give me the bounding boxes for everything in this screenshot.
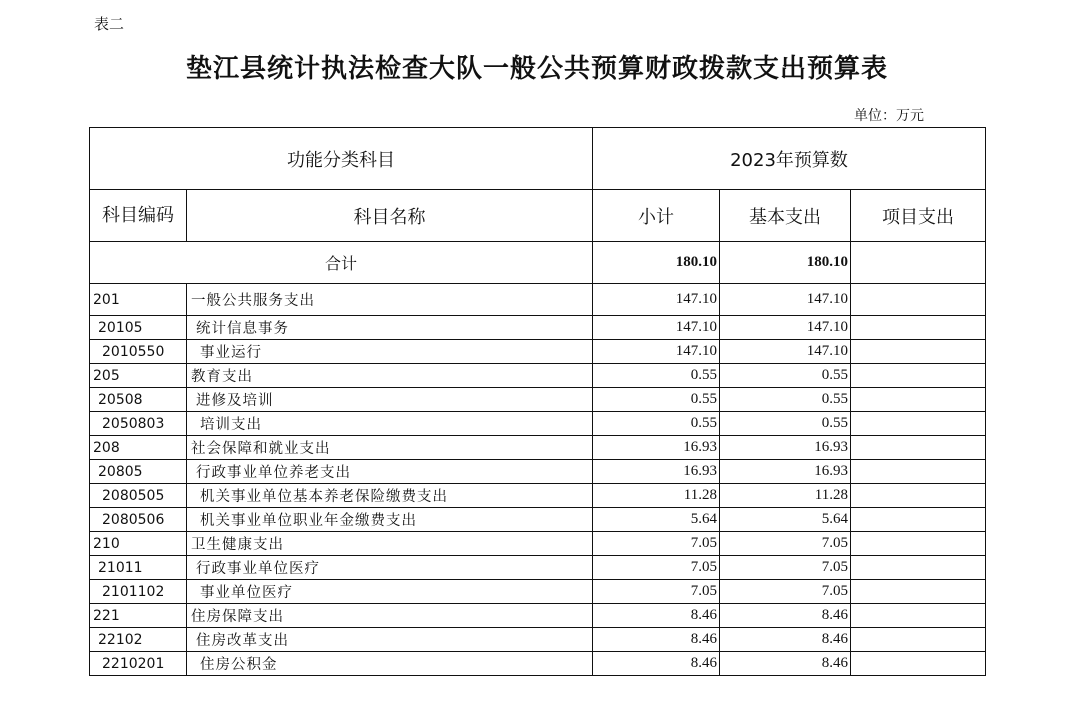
row-subtotal: 147.10 xyxy=(593,284,720,316)
table-row xyxy=(90,652,986,676)
row-project xyxy=(851,532,986,556)
row-code: 2210201 xyxy=(90,652,187,676)
row-name: 机关事业单位基本养老保险缴费支出 xyxy=(187,484,593,508)
row-code: 2080505 xyxy=(90,484,187,508)
row-name: 住房公积金 xyxy=(187,652,593,676)
row-project xyxy=(851,604,986,628)
table-row xyxy=(90,580,986,604)
row-basic: 147.10 xyxy=(720,316,851,340)
row-code: 20105 xyxy=(90,316,187,340)
row-project xyxy=(851,316,986,340)
row-subtotal: 8.46 xyxy=(593,604,720,628)
row-project xyxy=(851,388,986,412)
row-basic: 0.55 xyxy=(720,388,851,412)
row-basic: 147.10 xyxy=(720,340,851,364)
row-name: 一般公共服务支出 xyxy=(187,284,593,316)
header-code: 科目编码 xyxy=(90,190,187,242)
row-basic: 8.46 xyxy=(720,652,851,676)
table-row xyxy=(90,556,986,580)
row-project xyxy=(851,340,986,364)
row-name: 住房保障支出 xyxy=(187,604,593,628)
row-name: 进修及培训 xyxy=(187,388,593,412)
row-code: 20805 xyxy=(90,460,187,484)
row-name: 行政事业单位养老支出 xyxy=(187,460,593,484)
row-code: 2050803 xyxy=(90,412,187,436)
header-budget-year: 2023年预算数 xyxy=(593,128,986,190)
row-code: 21011 xyxy=(90,556,187,580)
row-project xyxy=(851,508,986,532)
row-code: 201 xyxy=(90,284,187,316)
header-name: 科目名称 xyxy=(187,190,593,242)
row-name: 机关事业单位职业年金缴费支出 xyxy=(187,508,593,532)
row-name: 培训支出 xyxy=(187,412,593,436)
table-row xyxy=(90,436,986,460)
row-subtotal: 7.05 xyxy=(593,532,720,556)
row-basic: 8.46 xyxy=(720,604,851,628)
row-project xyxy=(851,460,986,484)
row-subtotal: 0.55 xyxy=(593,364,720,388)
row-code: 208 xyxy=(90,436,187,460)
table-row xyxy=(90,484,986,508)
row-subtotal: 8.46 xyxy=(593,628,720,652)
table-row xyxy=(90,508,986,532)
row-subtotal: 11.28 xyxy=(593,484,720,508)
row-project xyxy=(851,412,986,436)
row-subtotal: 5.64 xyxy=(593,508,720,532)
row-name: 社会保障和就业支出 xyxy=(187,436,593,460)
row-code: 22102 xyxy=(90,628,187,652)
unit-label: 单位：万元 xyxy=(854,108,924,124)
table-row xyxy=(90,284,986,316)
row-name: 教育支出 xyxy=(187,364,593,388)
row-subtotal: 7.05 xyxy=(593,580,720,604)
row-basic: 16.93 xyxy=(720,436,851,460)
row-project xyxy=(851,484,986,508)
row-basic: 5.64 xyxy=(720,508,851,532)
row-basic: 11.28 xyxy=(720,484,851,508)
row-code: 2101102 xyxy=(90,580,187,604)
row-name: 事业单位医疗 xyxy=(187,580,593,604)
table-row xyxy=(90,532,986,556)
row-subtotal: 16.93 xyxy=(593,460,720,484)
header-basic: 基本支出 xyxy=(720,190,851,242)
total-subtotal: 180.10 xyxy=(593,242,720,284)
row-name: 行政事业单位医疗 xyxy=(187,556,593,580)
row-project xyxy=(851,284,986,316)
table-row xyxy=(90,364,986,388)
table-row xyxy=(90,412,986,436)
total-project xyxy=(851,242,986,284)
table-row xyxy=(90,628,986,652)
table-row xyxy=(90,316,986,340)
row-code: 205 xyxy=(90,364,187,388)
table-row xyxy=(90,340,986,364)
row-project xyxy=(851,556,986,580)
total-row xyxy=(90,242,986,284)
total-label: 合计 xyxy=(90,242,593,284)
row-project xyxy=(851,628,986,652)
row-basic: 0.55 xyxy=(720,412,851,436)
row-subtotal: 7.05 xyxy=(593,556,720,580)
table-row xyxy=(90,460,986,484)
row-project xyxy=(851,652,986,676)
row-basic: 7.05 xyxy=(720,580,851,604)
row-basic: 147.10 xyxy=(720,284,851,316)
row-project xyxy=(851,436,986,460)
budget-table xyxy=(89,127,986,676)
row-code: 2080506 xyxy=(90,508,187,532)
row-subtotal: 16.93 xyxy=(593,436,720,460)
table-label: 表二 xyxy=(94,15,125,33)
header-functional-category: 功能分类科目 xyxy=(90,128,593,190)
table-row xyxy=(90,604,986,628)
row-basic: 7.05 xyxy=(720,532,851,556)
row-subtotal: 8.46 xyxy=(593,652,720,676)
row-basic: 8.46 xyxy=(720,628,851,652)
row-name: 统计信息事务 xyxy=(187,316,593,340)
row-name: 住房改革支出 xyxy=(187,628,593,652)
row-subtotal: 0.55 xyxy=(593,412,720,436)
row-code: 221 xyxy=(90,604,187,628)
table-row xyxy=(90,388,986,412)
row-code: 2010550 xyxy=(90,340,187,364)
row-project xyxy=(851,364,986,388)
row-name: 事业运行 xyxy=(187,340,593,364)
page-title: 垫江县统计执法检查大队一般公共预算财政拨款支出预算表 xyxy=(185,54,888,84)
row-subtotal: 0.55 xyxy=(593,388,720,412)
row-subtotal: 147.10 xyxy=(593,316,720,340)
header-project: 项目支出 xyxy=(851,190,986,242)
row-code: 20508 xyxy=(90,388,187,412)
row-code: 210 xyxy=(90,532,187,556)
header-subtotal: 小计 xyxy=(593,190,720,242)
row-subtotal: 147.10 xyxy=(593,340,720,364)
total-basic: 180.10 xyxy=(720,242,851,284)
row-basic: 16.93 xyxy=(720,460,851,484)
row-project xyxy=(851,580,986,604)
row-name: 卫生健康支出 xyxy=(187,532,593,556)
row-basic: 0.55 xyxy=(720,364,851,388)
row-basic: 7.05 xyxy=(720,556,851,580)
